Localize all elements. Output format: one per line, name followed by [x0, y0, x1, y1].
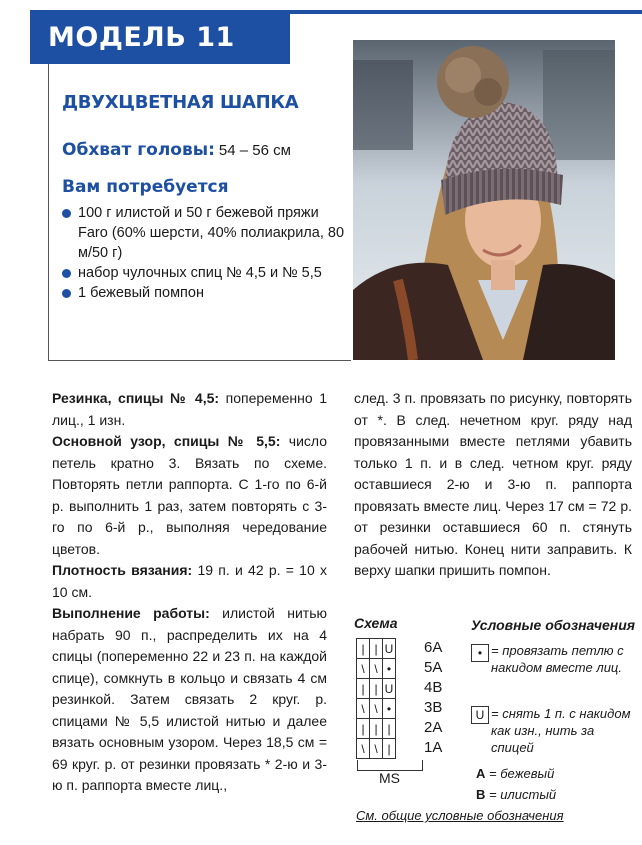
need-item: набор чулочных спиц № 4,5 и № 5,5 — [62, 263, 352, 283]
chart-row — [357, 699, 396, 719]
legend-title: Условные обозначения — [471, 617, 636, 633]
yarn-over-symbol-icon: U — [471, 706, 489, 724]
dot-symbol-icon: • — [471, 644, 489, 662]
general-symbols-link[interactable]: См. общие условные обозначения — [356, 808, 564, 823]
chart-row-label: 2А — [424, 719, 443, 736]
main-pattern-paragraph: Основной узор, спицы № 5,5: число петель кратно 3. Вязать по схеме. Повторять петли раппорта. С 1-го по 6-й р. выполнить 1 раз, затем повторять с 3-го по 6-й р., выполняя чередование цветов. — [52, 433, 328, 557]
chart-cell: \ — [370, 699, 383, 719]
chart-row-label: 1А — [424, 739, 443, 756]
chart-row — [357, 639, 396, 659]
chart-row-label: 4В — [424, 679, 443, 696]
model-photo — [353, 40, 615, 360]
chart-cell: | — [357, 719, 370, 739]
chart-row-label: 3В — [424, 699, 443, 716]
repeat-label: MS — [379, 770, 400, 786]
head-size-value: 54 – 56 см — [218, 142, 291, 159]
density-paragraph: Плотность вязания: 19 п. и 42 р. = 10 х 10 см. — [52, 562, 327, 600]
color-a: А = бежевый — [476, 766, 555, 781]
legend-slip-text: = снять 1 п. с накидом как изн., нить за спицей — [491, 706, 631, 755]
chart-row — [357, 659, 396, 679]
bullet-icon — [62, 289, 71, 298]
chart-row-labels — [424, 638, 442, 758]
pattern-chart — [356, 638, 396, 759]
chart-cell: | — [370, 719, 383, 739]
hat-title: ДВУХЦВЕТНАЯ ШАПКА — [62, 92, 299, 113]
legend-dot-text: = провязать петлю с накидом вместе лиц. — [491, 643, 624, 675]
chart-cell: | — [370, 679, 383, 699]
chart-cell: U — [383, 679, 396, 699]
chart-cell: \ — [357, 699, 370, 719]
chart-cell: | — [357, 639, 370, 659]
chart-cell: \ — [357, 739, 370, 759]
work-paragraph: Выполнение работы: илистой нитью набрать 90 п., распределить их на 4 спицы (попеременно 22 и 23 п. на каждой спице), сомкнуть в кольцо и связать 4 см резинкой. Затем связать 2 круг. р. спицами № 5,5 илистой нитью и далее вязать основным узором. Через 18,5 см = 69 круг. р. от резинки провязать * 2-ю и 3-ю п. раппорта вместе лиц., — [52, 605, 327, 793]
bullet-icon — [62, 209, 71, 218]
scheme-title: Схема — [354, 615, 398, 631]
needs-title: Вам потребуется — [62, 177, 229, 197]
rib-paragraph: Резинка, спицы № 4,5: попеременно 1 лиц., 1 изн. — [52, 390, 327, 428]
instructions-left — [52, 388, 327, 797]
chart-cell: | — [383, 739, 396, 759]
chart-cell: \ — [370, 659, 383, 679]
work-continued: след. 3 п. провязать по рисунку, повторять от *. В след. нечетном круг. ряду над провязанными вместе петлями убавить только 1 п. и в след. четном круг. ряду оставшиеся 2-ю и 3-ю п. раппорта провязать вместе лиц. Через 17 см = 72 р. от резинки оставшиеся 60 п. стянуть рабочей нитью. Конец нити заправить. К верху шапки пришить помпон. — [354, 390, 632, 578]
chart-cell: \ — [357, 659, 370, 679]
chart-row-label: 6А — [424, 639, 443, 656]
chart-cell: | — [383, 719, 396, 739]
head-size — [62, 140, 291, 160]
needs-list — [62, 203, 352, 303]
color-b: В = илистый — [476, 787, 557, 802]
chart-cell: | — [370, 639, 383, 659]
head-size-label: Обхват головы: — [62, 140, 215, 160]
chart-cell: | — [357, 679, 370, 699]
chart-cell: • — [383, 659, 396, 679]
bullet-icon — [62, 269, 71, 278]
model-title: МОДЕЛЬ 11 — [48, 22, 235, 53]
chart-row-label: 5А — [424, 659, 443, 676]
chart-cell: U — [383, 639, 396, 659]
chart-cell: • — [383, 699, 396, 719]
chart-row — [357, 739, 396, 759]
chart-row — [357, 679, 396, 699]
chart-row — [357, 719, 396, 739]
chart-cell: \ — [370, 739, 383, 759]
instructions-right — [354, 388, 632, 582]
need-item: 1 бежевый помпон — [62, 283, 352, 303]
need-item: 100 г илистой и 50 г бежевой пряжи Faro (60% шерсти, 40% полиакрила, 80 м/50 г) — [62, 203, 352, 263]
